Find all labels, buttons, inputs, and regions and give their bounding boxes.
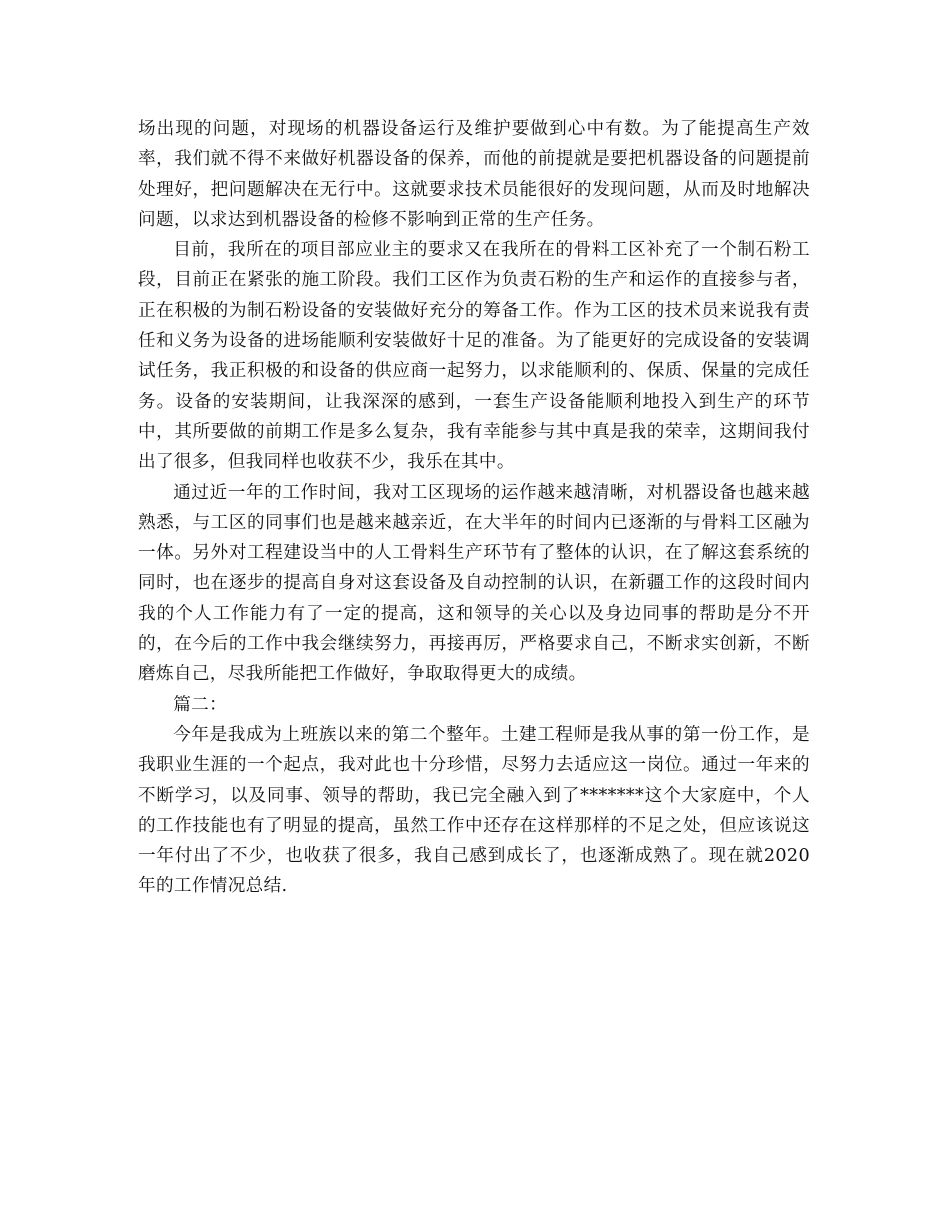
paragraph: 通过近一年的工作时间，我对工区现场的运作越来越清晰，对机器设备也越来越熟悉，与工区的同事们也是越来越亲近，在大半年的时间内已逐渐的与骨料工区融为一体。另外对工程建设当中的人工骨料生产环节有了整体的认识，在了解这套系统的同时，也在逐步的提高自身对这套设备及自动控制的认识，在新疆工作的这段时间内我的个人工作能力有了一定的提高，这和领导的关心以及身边同事的帮助是分不开的，在今后的工作中我会继续努力，再接再厉，严格要求自己，不断求实创新，不断磨炼自己，尽我所能把工作做好，争取取得更大的成绩。 [138,482,810,685]
section-heading: 篇二： [173,694,228,715]
paragraph-continuation: 场出现的问题，对现场的机器设备运行及维护要做到心中有数。为了能提高生产效率，我们就不得不来做好机器设备的保养，而他的前提就是要把机器设备的问题提前处理好，把问题解决在无行中。这就要求技术员能很好的发现问题，从而及时地解决问题，以求达到机器设备的检修不影响到正常的生产任务。 [138,119,810,230]
paragraph: 目前，我所在的项目部应业主的要求又在我所在的骨料工区补充了一个制石粉工段，目前正在紧张的施工阶段。我们工区作为负责石粉的生产和运作的直接参与者，正在积极的为制石粉设备的安装做好充分的筹备工作。作为工区的技术员来说我有责任和义务为设备的进场能顺利安装做好十足的准备。为了能更好的完成设备的安装调试任务，我正积极的和设备的供应商一起努力，以求能顺利的、保质、保量的完成任务。设备的安装期间，让我深深的感到，一套生产设备能顺利地投入到生产的环节中，其所要做的前期工作是多么复杂，我有幸能参与其中真是我的荣幸，这期间我付出了很多，但我同样也收获不少，我乐在其中。 [138,240,810,473]
paragraph: 今年是我成为上班族以来的第二个整年。土建工程师是我从事的第一份工作，是我职业生涯的一个起点，我对此也十分珍惜，尽努力去适应这一岗位。通过一年来的不断学习，以及同事、领导的帮助，我已完全融入到了*******这个大家庭中，个人的工作技能也有了明显的提高，虽然工作中还存在这样那样的不足之处，但应该说这一年付出了不少，也收获了很多，我自己感到成长了，也逐渐成熟了。现在就2020年的工作情况总结. [138,724,810,897]
document-body [138,114,810,902]
